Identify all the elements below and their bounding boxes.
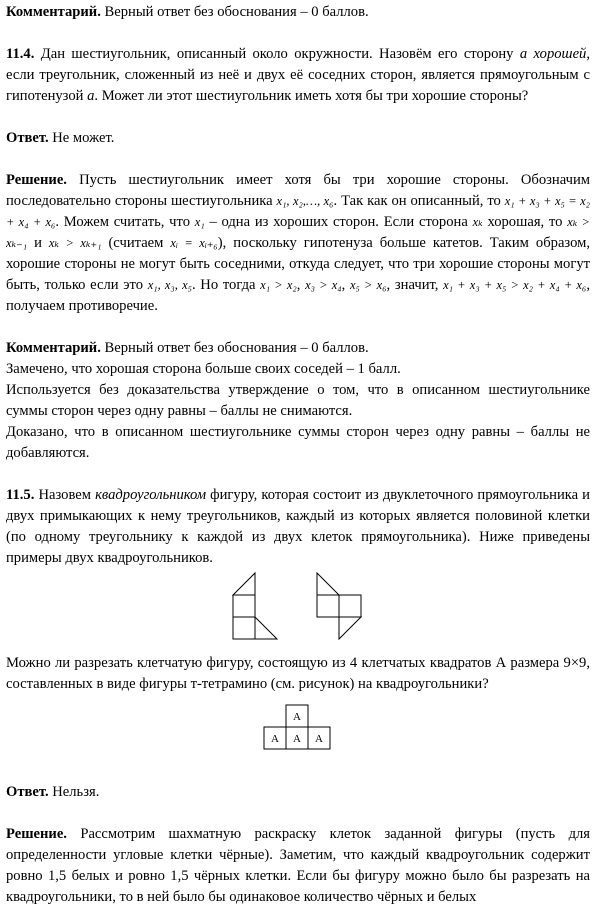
math-expr: x₁ + x₃ + x₅ = x₂ + x₄ + x₆	[6, 194, 590, 229]
answer-text: Не может.	[48, 130, 115, 146]
t-tetromino-figure	[6, 695, 590, 761]
solution-text: ,	[296, 277, 306, 293]
problem-text: , если треугольник, сложенный из неё и двух её соседних сторон, является прямоугольным с гипотенузой	[6, 46, 590, 104]
solution-text: (считаем	[101, 235, 171, 251]
problem-text: фигуру, которая состоит из двуклеточного прямоугольника и двух примыкающих к нему треугольников, каждый из которых является половиной клетки (по одному треугольнику к каждой из двух клеток прямоугольника). Ниже приведены примеры двух квадроугольников.	[6, 487, 590, 566]
cell-label: A	[293, 711, 301, 723]
math-expr: xₖ > xₖ₊₁	[48, 236, 102, 250]
math-expr: x₁	[194, 215, 205, 229]
math-var: a	[87, 88, 95, 104]
answer-label: Ответ.	[6, 784, 49, 800]
comment-text: Верный ответ без обоснования – 0 баллов.	[100, 4, 369, 20]
problem-11-5	[6, 485, 590, 569]
solution-text: Рассмотрим шахматную раскраску клеток заданной фигуры (пусть для определенности угловые клетки чёрные). Заметим, что каждый квадроугольник содержит ровно 1,5 белых и ровно 1,5 чёрных клетки. Если бы фигуру можно было бы разрезать на квадроугольники, то в ней было бы одинаковое количество чёрных и белых	[6, 826, 590, 905]
cell-label: A	[315, 733, 323, 745]
quadrangle-example-1	[233, 573, 277, 639]
term-italic: хорошей	[533, 46, 587, 62]
problem-11-4	[6, 44, 590, 107]
math-expr: x₅ > x₆	[349, 278, 387, 292]
solution-text: . Можем считать, что	[55, 214, 195, 230]
math-expr: xᵢ = xᵢ₊₆	[170, 236, 218, 250]
problem-text: Назовем	[34, 487, 96, 503]
solution-text: . Но тогда	[191, 277, 261, 293]
solution-text: Пусть шестиугольник имеет хотя бы три хорошие стороны. Обозначим последовательно стороны шестиугольника	[6, 172, 590, 209]
solution-text: ,	[341, 277, 350, 293]
solution-text: и	[27, 235, 49, 251]
solution-2	[6, 824, 590, 908]
comment-line: Доказано, что в описанном шестиугольнике суммы сторон через одну равны – баллы не добавляются.	[6, 424, 590, 461]
comment-top	[6, 2, 590, 23]
problem-number: 11.4.	[6, 46, 35, 62]
solution-text: хорошая, то	[482, 214, 568, 230]
math-expr: x₁ + x₃ + x₅ > x₂ + x₄ + x₆	[443, 278, 587, 292]
comment-label: Комментарий.	[6, 340, 101, 356]
answer-2	[6, 782, 590, 803]
math-var: a	[519, 46, 528, 62]
math-expr: x₁, x₃, x₅	[147, 278, 192, 292]
cell-label: A	[271, 733, 279, 745]
answer-1	[6, 128, 590, 149]
quadrangle-examples-figure	[6, 569, 590, 653]
comment-line: Замечено, что хорошая сторона больше своих соседей – 1 балл.	[6, 361, 401, 377]
answer-text: Нельзя.	[48, 784, 100, 800]
solution-label: Решение.	[6, 172, 67, 188]
answer-label: Ответ.	[6, 130, 49, 146]
math-expr: xₖ > xₖ₋₁	[6, 215, 590, 250]
math-expr: x₁, x₂,…, x₆	[276, 194, 334, 208]
cell-label: A	[293, 733, 301, 745]
math-expr: x₁ > x₂	[260, 278, 297, 292]
solution-1	[6, 170, 590, 317]
solution-label: Решение.	[6, 826, 67, 842]
problem-text: . Может ли этот шестиугольник иметь хотя бы три хорошие стороны?	[94, 88, 529, 104]
solution-text: . Так как он описанный, то	[333, 193, 505, 209]
term-italic: квадроугольником	[95, 487, 207, 503]
math-expr: x₃ > x₄	[305, 278, 342, 292]
solution-text: – одна из хороших сторон. Если сторона	[204, 214, 473, 230]
problem-number: 11.5.	[6, 487, 35, 503]
problem-text: Дан шестиугольник, описанный около окружности. Назовём его сторону	[34, 46, 520, 62]
document-page	[6, 2, 590, 908]
comment-line: Используется без доказательства утверждение о том, что в описанном шестиугольнике суммы сторон через одну равны – баллы не снимаются.	[6, 382, 590, 419]
comment-label: Комментарий.	[6, 4, 101, 20]
solution-text: , получаем противоречие.	[6, 277, 590, 314]
solution-text: ), поскольку гипотенуза больше катетов. Таким образом, хорошие стороны не могут быть соседними, откуда следует, что три хорошие стороны могут быть, только если это	[6, 235, 590, 293]
comment-2	[6, 338, 590, 359]
math-expr: xₖ	[472, 215, 483, 229]
comment-text: Верный ответ без обоснования – 0 баллов.	[100, 340, 369, 356]
question-text: Можно ли разрезать клетчатую фигуру, состоящую из 4 клетчатых квадратов А размера 9×9, составленных в виде фигуры т-тетрамино (см. рисунок) на квадроугольники?	[6, 655, 590, 692]
solution-text: , значит,	[386, 277, 444, 293]
quadrangle-example-2	[317, 573, 361, 639]
